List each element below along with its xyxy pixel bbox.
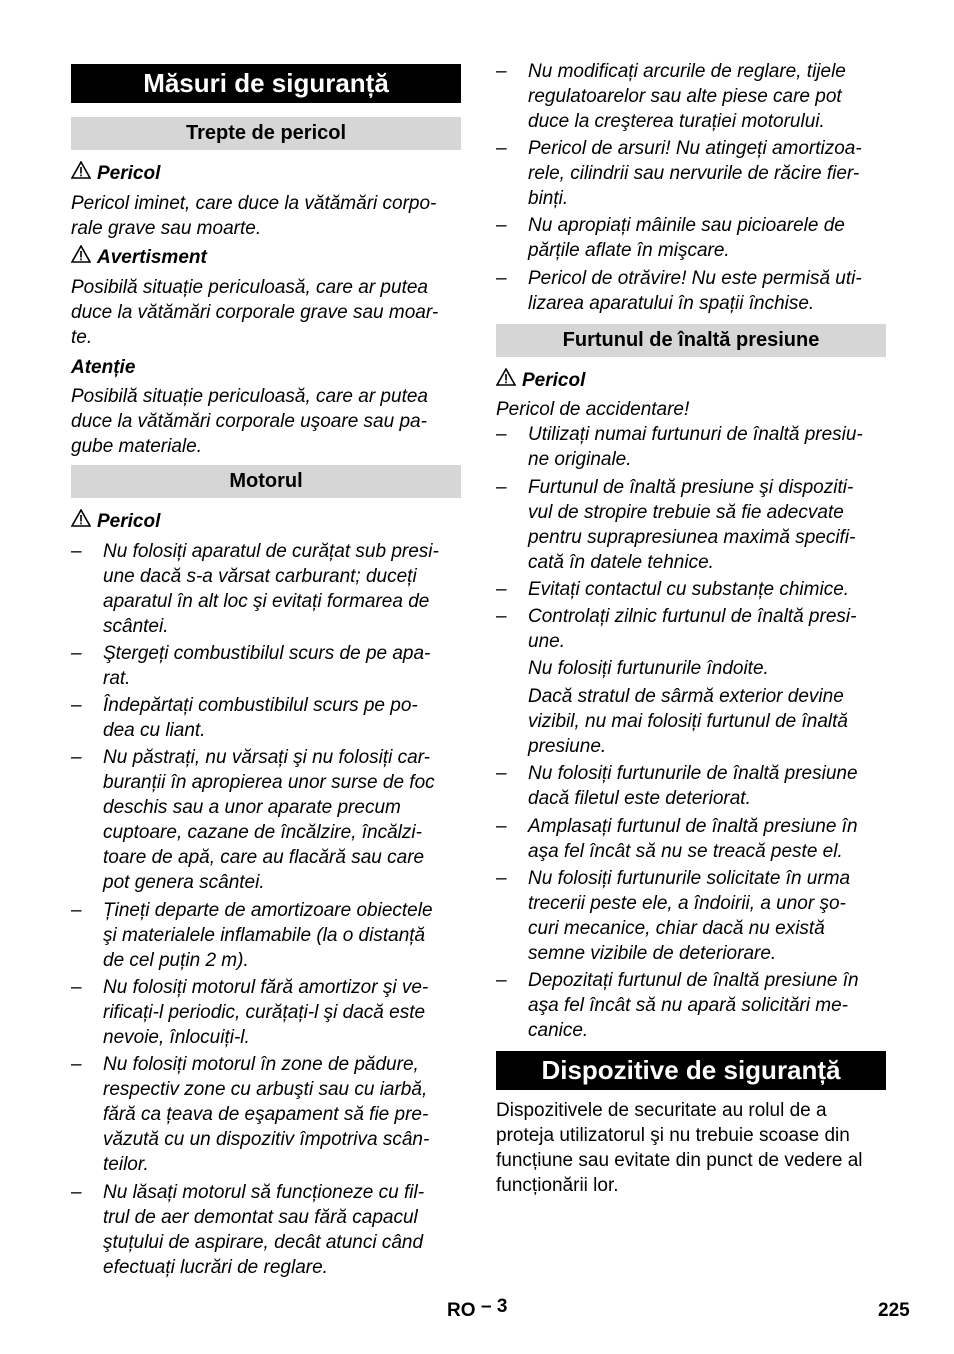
list-bullet: – (496, 268, 507, 289)
list-item-line: toare de apă, care au flacără sau care (103, 847, 425, 868)
list-item-line: dea cu liant. (103, 720, 206, 741)
list-bullet: – (71, 1182, 82, 1203)
warning-icon (71, 161, 97, 186)
list-bullet: – (496, 606, 507, 627)
list-item-line: buranții în apropierea unor surse de foc (103, 772, 435, 793)
paragraph-line: Dispozitivele de securitate au rolul de a (496, 1100, 827, 1121)
list-item-line: curi mecanice, chiar dacă nu există (528, 918, 825, 939)
paragraph-line: funcțiune sau evitate din punct de vedere al (496, 1150, 863, 1171)
list-item-line: respectiv zone cu arbuşti sau cu iarbă, (103, 1079, 428, 1100)
text-line: Posibilă situație periculoasă, care ar putea (71, 386, 428, 407)
footer-section-page: – 3 (481, 1296, 508, 1317)
text-line: duce la vătămări corporale grave sau moar- (71, 302, 439, 323)
footer-page-number: 225 (878, 1300, 910, 1321)
list-bullet: – (71, 900, 82, 921)
list-bullet: – (496, 215, 507, 236)
footer-language: RO (447, 1300, 476, 1321)
warning-icon (71, 245, 97, 270)
list-item-line: ştuțului de aspirare, decât atunci când (103, 1232, 424, 1253)
section-heading-hose: Furtunul de înaltă presiune (496, 324, 886, 357)
list-item-line: rat. (103, 668, 131, 689)
list-item-line: Dacă stratul de sârmă exterior devine (528, 686, 844, 707)
label-danger: Pericol (71, 161, 160, 186)
list-item-line: Pericol de otrăvire! Nu este permisă uti- (528, 268, 862, 289)
list-bullet: – (496, 970, 507, 991)
list-bullet: – (71, 977, 82, 998)
list-item-line: rificați-l periodic, curățați-l şi dacă este (103, 1002, 426, 1023)
list-item-line: Nu folosiți aparatul de curățat sub presi- (103, 541, 439, 562)
list-item-line: une. (528, 631, 565, 652)
list-item-line: aşa fel încât să nu apară solicitări me- (528, 995, 848, 1016)
label-warning: Avertisment (71, 245, 207, 270)
paragraph-line: funcționării lor. (496, 1175, 619, 1196)
list-item-line: şi materialele inflamabile (la o distanță (103, 925, 426, 946)
text-line: Posibilă situație periculoasă, care ar putea (71, 277, 428, 298)
list-item-line: Țineți departe de amortizoare obiectele (103, 900, 433, 921)
list-item-line: canice. (528, 1020, 589, 1041)
list-item-line: presiune. (528, 736, 607, 757)
list-item-line: Pericol de arsuri! Nu atingeți amortizoa- (528, 138, 862, 159)
list-item-line: pentru suprapresiunea maximă specifi- (528, 527, 856, 548)
list-item-line: semne vizibile de deteriorare. (528, 943, 777, 964)
list-bullet: – (71, 1054, 82, 1075)
list-item-line: rele, cilindrii sau nervurile de răcire fier- (528, 163, 860, 184)
list-item-line: efectuați lucrări de reglare. (103, 1257, 328, 1278)
list-item-line: Controlați zilnic furtunul de înaltă presi- (528, 606, 857, 627)
list-item-line: Nu folosiți motorul fără amortizor şi ve- (103, 977, 429, 998)
label-caution: Atenție (71, 357, 136, 378)
list-bullet: – (496, 61, 507, 82)
list-item-line: văzută cu un dispozitiv împotriva scân- (103, 1129, 430, 1150)
list-bullet: – (496, 763, 507, 784)
list-item-line: Nu apropiați mâinile sau picioarele de (528, 215, 845, 236)
list-item-line: Nu folosiți furtunurile de înaltă presiune (528, 763, 858, 784)
text-line: te. (71, 327, 93, 348)
text-line: rale grave sau moarte. (71, 218, 262, 239)
list-bullet: – (496, 816, 507, 837)
label-danger: Pericol (71, 509, 160, 534)
list-bullet: – (496, 868, 507, 889)
list-item-line: Nu folosiți furtunurile solicitate în urma (528, 868, 851, 889)
list-bullet: – (496, 579, 507, 600)
list-item-line: regulatoarelor sau alte piese care pot (528, 86, 842, 107)
list-item-line: părțile aflate în mişcare. (528, 240, 730, 261)
label-danger: Pericol (496, 368, 585, 393)
list-item-line: lizarea aparatului în spații închise. (528, 293, 815, 314)
list-bullet: – (71, 695, 82, 716)
list-item-line: Nu lăsați motorul să funcționeze cu fil- (103, 1182, 425, 1203)
list-item-line: Furtunul de înaltă presiune şi dispoziti- (528, 477, 854, 498)
list-item-line: Utilizați numai furtunuri de înaltă presiu- (528, 424, 863, 445)
list-item-line: vizibil, nu mai folosiți furtunul de înaltă (528, 711, 848, 732)
list-item-line: une dacă s-a vărsat carburant; duceți (103, 566, 417, 587)
list-item-line: vul de stropire trebuie să fie adecvate (528, 502, 844, 523)
list-item-line: nevoie, înlocuiți-l. (103, 1027, 250, 1048)
page-title: Măsuri de siguranță (71, 64, 461, 103)
list-item-line: cuptoare, cazane de încălzire, încălzi- (103, 822, 422, 843)
list-item-line: scântei. (103, 616, 169, 637)
list-item-line: trecerii peste ele, a îndoirii, a unor şo- (528, 893, 846, 914)
list-item-line: deschis sau a unor aparate precum (103, 797, 401, 818)
list-item-line: Nu folosiți motorul în zone de pădure, (103, 1054, 419, 1075)
text-line: duce la vătămări corporale uşoare sau pa- (71, 411, 427, 432)
list-item-line: Nu folosiți furtunurile îndoite. (528, 658, 769, 679)
text-line: Pericol iminet, care duce la vătămări corpo- (71, 193, 437, 214)
paragraph-line: proteja utilizatorul şi nu trebuie scoase din (496, 1125, 850, 1146)
list-item-line: teilor. (103, 1154, 149, 1175)
list-item-line: trul de aer demontat sau fără capacul (103, 1207, 418, 1228)
list-item-line: de cel puțin 2 m). (103, 950, 249, 971)
list-item-line: duce la creşterea turației motorului. (528, 111, 825, 132)
section-title-safety-devices: Dispozitive de siguranță (496, 1051, 886, 1090)
list-item-line: Îndepărtați combustibilul scurs pe po- (103, 695, 418, 716)
list-item-line: pot genera scântei. (103, 872, 265, 893)
list-bullet: – (71, 541, 82, 562)
section-heading-engine: Motorul (71, 465, 461, 498)
warning-icon (71, 509, 97, 534)
list-bullet: – (496, 138, 507, 159)
list-bullet: – (496, 424, 507, 445)
list-item-line: Evitați contactul cu substanțe chimice. (528, 579, 850, 600)
list-item-line: dacă filetul este deteriorat. (528, 788, 751, 809)
list-item-line: Depozitați furtunul de înaltă presiune în (528, 970, 859, 991)
section-heading-hazard-levels: Trepte de pericol (71, 117, 461, 150)
list-item-line: fără ca țeava de eşapament să fie pre- (103, 1104, 429, 1125)
list-bullet: – (71, 643, 82, 664)
list-item-line: Ştergeți combustibilul scurs de pe apa- (103, 643, 431, 664)
list-item-line: Nu modificați arcurile de reglare, tijele (528, 61, 846, 82)
list-item-line: ne originale. (528, 449, 632, 470)
list-item-line: cată în datele tehnice. (528, 552, 714, 573)
list-item-line: Nu păstrați, nu vărsați şi nu folosiți car- (103, 747, 431, 768)
text-line: Pericol de accidentare! (496, 399, 690, 420)
warning-icon (496, 368, 522, 393)
list-item-line: aşa fel încât să nu se treacă peste el. (528, 841, 843, 862)
list-bullet: – (496, 477, 507, 498)
list-item-line: Amplasați furtunul de înaltă presiune în (528, 816, 858, 837)
list-item-line: aparatul în alt loc şi evitați formarea de (103, 591, 430, 612)
text-line: gube materiale. (71, 436, 202, 457)
list-bullet: – (71, 747, 82, 768)
list-item-line: binți. (528, 188, 569, 209)
